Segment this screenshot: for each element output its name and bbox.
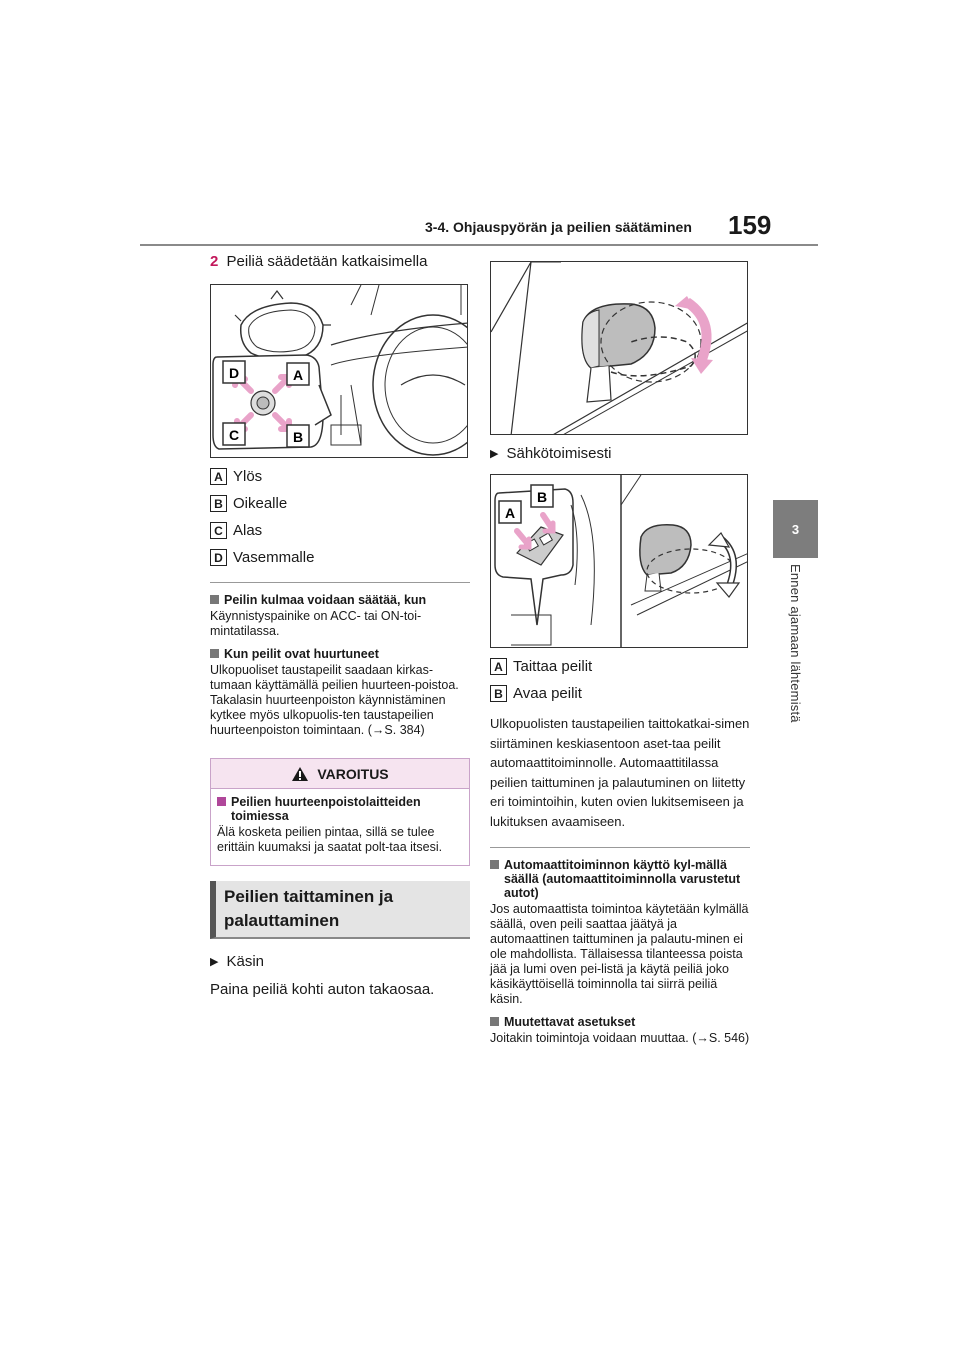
chapter-title: Ennen ajamaan lähtemistä	[788, 564, 803, 723]
legend-key: B	[210, 495, 227, 512]
note-title: Automaattitoiminnon käyttö kyl-mällä säällä (automaattitoiminnolla varustetut autot)	[490, 858, 750, 900]
legend-text: Vasemmalle	[233, 549, 315, 566]
legend-key: A	[210, 468, 227, 485]
warning-box	[210, 758, 470, 866]
divider	[490, 847, 750, 848]
fold-switch-illustration	[491, 475, 748, 648]
chapter-tab: 3	[773, 500, 818, 558]
legend-key: A	[490, 658, 507, 675]
figure-label-b: B	[536, 489, 548, 505]
method-electric: ▶ Sähkötoimisesti	[490, 445, 612, 462]
right-column	[490, 253, 750, 1054]
legend-text: Ylös	[233, 468, 263, 485]
bullet-square-icon	[490, 860, 499, 869]
legend-row	[210, 549, 470, 566]
legend-row	[210, 468, 470, 485]
section-title: 3-4. Ohjauspyörän ja peilien säätäminen	[425, 219, 692, 235]
legend-key: B	[490, 685, 507, 702]
step-text: Peiliä säädetään katkaisimella	[226, 253, 428, 270]
step-number: 2	[210, 253, 219, 270]
legend-text: Oikealle	[233, 495, 288, 512]
warning-note-body: Älä kosketa peilien pintaa, sillä se tulee erittäin kuumaksi ja saatat polt-taa itsesi.	[217, 825, 443, 854]
bullet-square-icon	[217, 797, 226, 806]
note-title: Peilin kulmaa voidaan säätää, kun	[210, 593, 470, 607]
legend-row	[210, 495, 470, 512]
step-2	[210, 253, 470, 270]
bullet-square-icon	[490, 1017, 499, 1026]
mirror-switch-figure	[210, 284, 468, 458]
header-divider	[140, 244, 818, 246]
note-title: Muutettavat asetukset	[490, 1015, 750, 1029]
warning-note-title: Peilien huurteenpoistolaitteiden toimiessa	[217, 795, 463, 823]
figure-label-a: A	[292, 367, 304, 383]
auto-mode-paragraph: Ulkopuolisten taustapeilien taittokatkai-simen siirtäminen keskiasentoon aset-taa peilit automaattitoiminnolle. Automaattitilassa peilien taittuminen ja palautuminen on liitetty eri toimintoihin, kuten ovien lukitsemiseen ja lukituksen avaamiseen.	[490, 716, 750, 829]
warning-content	[211, 789, 469, 865]
legend-text: Alas	[233, 522, 263, 539]
figure-label-b: B	[292, 429, 304, 445]
direction-legend	[210, 468, 470, 566]
warning-title: VAROITUS	[317, 765, 389, 782]
manual-fold-figure	[490, 261, 748, 435]
warning-header	[211, 759, 469, 789]
note-body: Ulkopuoliset taustapeilit saadaan kirkas-tumaan käyttämällä peilien huurteen-poistoa. Takalasin huurteenpoiston käynnistäminen kytkee myös ulkopuolis-ten taustapeilien huurteenpoiston toimintaan. (→S. 384)	[210, 663, 459, 737]
triangle-right-icon: ▶	[210, 956, 219, 968]
left-column	[210, 253, 470, 999]
legend-key: C	[210, 522, 227, 539]
manual-text: Paina peiliä kohti auton takaosaa.	[210, 981, 435, 998]
bullet-square-icon	[210, 595, 219, 604]
figure-label-c: C	[228, 427, 240, 443]
fold-switch-figure	[490, 474, 748, 648]
bullet-square-icon	[210, 649, 219, 658]
section-heading: Peilien taittaminen ja palauttaminen	[210, 881, 470, 939]
legend-text: Taittaa peilit	[513, 658, 593, 675]
page-number: 159	[728, 210, 772, 240]
divider	[210, 582, 470, 583]
note-title: Kun peilit ovat huurtuneet	[210, 647, 470, 661]
legend-row	[490, 658, 750, 675]
figure-label-a: A	[504, 505, 516, 521]
note-body: Joitakin toimintoja voidaan muuttaa. (→S. 546)	[490, 1031, 750, 1045]
legend-row	[490, 685, 750, 702]
triangle-right-icon: ▶	[490, 448, 499, 460]
note-body: Jos automaattista toimintoa käytetään kylmällä säällä, oven peili saattaa jäätyä ja automaattinen taittuminen ja palautu-minen ei ole mahdollista. Tällaisessa tilanteessa poista jää ja lumi oven pei-listä ja käytä peiliä joko käsikäyttöisellä toiminnolla tai siirrä peiliä käsin.	[490, 902, 749, 1006]
legend-text: Avaa peilit	[513, 685, 582, 702]
fold-legend	[490, 658, 750, 702]
figure-label-d: D	[228, 365, 240, 381]
warning-icon	[291, 766, 309, 782]
manual-fold-illustration	[491, 262, 748, 435]
method-manual: ▶ Käsin	[210, 953, 264, 970]
note-body: Käynnistyspainike on ACC- tai ON-toi-mintatilassa.	[210, 609, 422, 638]
legend-row	[210, 522, 470, 539]
mirror-switch-illustration	[211, 285, 468, 458]
legend-key: D	[210, 549, 227, 566]
